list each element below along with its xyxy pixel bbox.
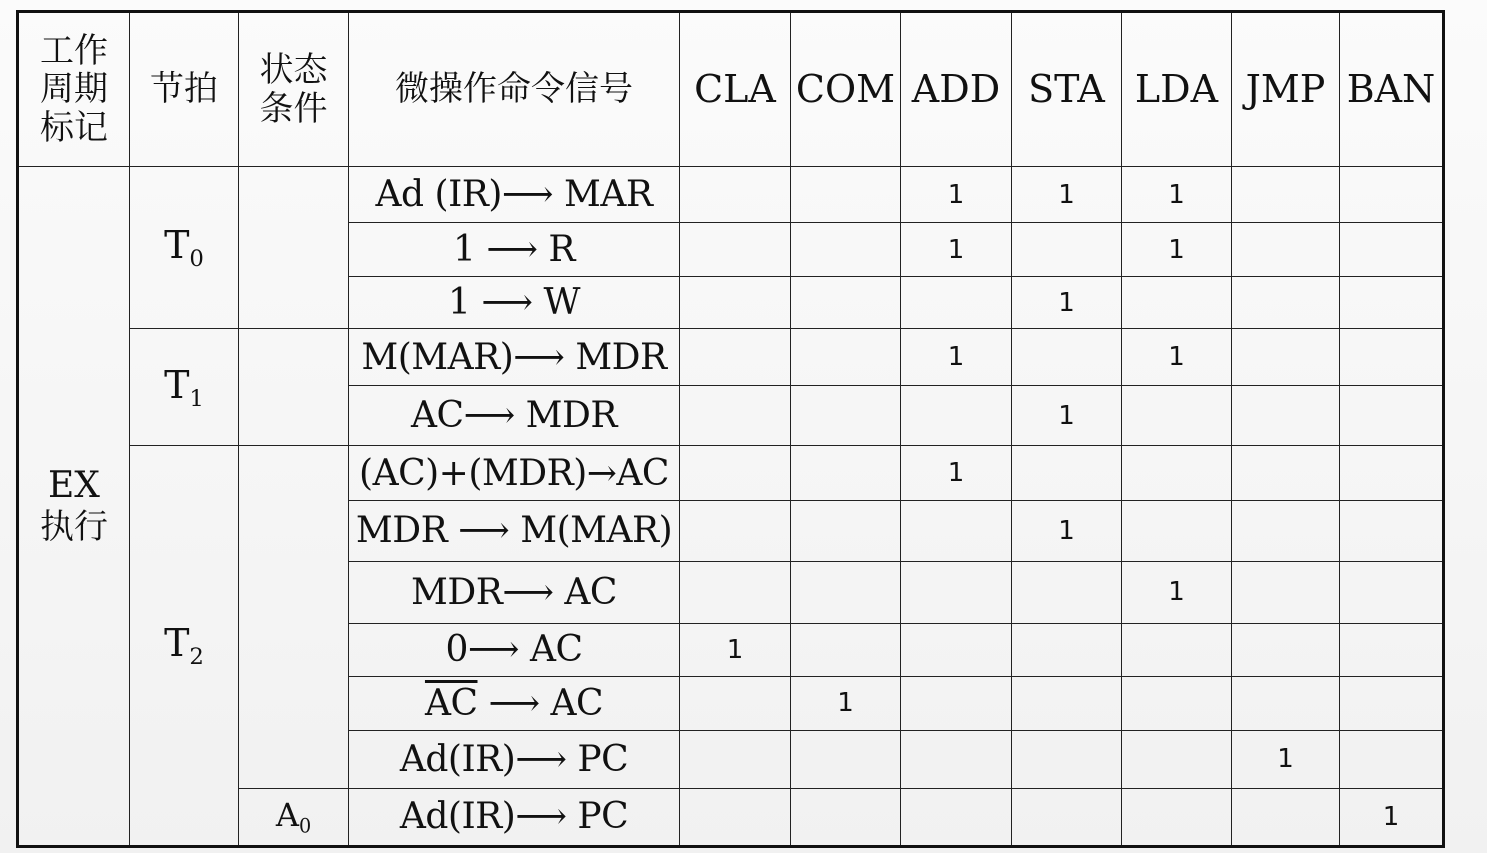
micro-op-text: 0⟶ AC (445, 629, 583, 671)
mark-cell-jmp (1232, 329, 1340, 386)
mark-cell-add: 1 (901, 329, 1012, 386)
mark-cell-cla (680, 788, 791, 846)
mark-cell-sta (1012, 223, 1122, 277)
mark-cell-com (791, 623, 901, 676)
header-jmp: JMP (1232, 12, 1340, 167)
mark-cell-add (901, 788, 1012, 846)
mark-cell-com (791, 277, 901, 329)
mark-cell-lda: 1 (1122, 329, 1232, 386)
micro-op-signal (349, 329, 680, 386)
mark-cell-jmp (1232, 277, 1340, 329)
beat-sub: 2 (189, 644, 204, 671)
mark-cell-cla (680, 223, 791, 277)
mark-cell-sta (1012, 329, 1122, 386)
header-lda: LDA (1122, 12, 1232, 167)
mark-cell-jmp (1232, 223, 1340, 277)
table-row (18, 167, 1444, 223)
micro-op-signal (349, 167, 680, 223)
mark-cell-add: 1 (901, 167, 1012, 223)
mark-cell-ban (1340, 329, 1444, 386)
micro-op-text: (AC)+(MDR)→AC (359, 452, 669, 494)
mark-cell-jmp (1232, 446, 1340, 501)
mark-cell-cla (680, 167, 791, 223)
mark-cell-jmp: 1 (1232, 730, 1340, 788)
mark-cell-sta (1012, 623, 1122, 676)
beat-base: T (164, 621, 190, 666)
beat-base: T (164, 362, 190, 407)
micro-op-signal (349, 223, 680, 277)
micro-op-signal (349, 788, 680, 846)
mark-cell-com (791, 788, 901, 846)
micro-op-signal (349, 676, 680, 730)
mark-cell-jmp (1232, 623, 1340, 676)
mark-cell-sta: 1 (1012, 277, 1122, 329)
condition-sub: 0 (298, 814, 312, 838)
mark-cell-lda: 1 (1122, 167, 1232, 223)
mark-cell-lda (1122, 676, 1232, 730)
mark-cell-lda: 1 (1122, 561, 1232, 623)
condition-cell-empty (239, 167, 349, 329)
condition-base: A (275, 796, 299, 835)
mark-cell-com (791, 167, 901, 223)
micro-operation-table (16, 10, 1445, 848)
micro-op-signal (349, 277, 680, 329)
micro-op-text: MDR ⟶ M(MAR) (355, 510, 673, 552)
mark-cell-sta (1012, 676, 1122, 730)
mark-cell-add (901, 561, 1012, 623)
mark-cell-sta (1012, 788, 1122, 846)
mark-cell-ban (1340, 730, 1444, 788)
mark-cell-lda (1122, 277, 1232, 329)
mark-cell-cla (680, 446, 791, 501)
mark-cell-add (901, 386, 1012, 446)
mark-cell-ban (1340, 501, 1444, 561)
micro-op-text: AC⟶ MDR (411, 395, 617, 437)
table-row (18, 446, 1444, 501)
condition-cell-empty (239, 329, 349, 446)
mark-cell-com (791, 561, 901, 623)
header-add: ADD (901, 12, 1012, 167)
beat-cell-t2 (130, 446, 239, 847)
mark-cell-cla (680, 730, 791, 788)
mark-cell-sta (1012, 730, 1122, 788)
mark-cell-cla (680, 386, 791, 446)
header-signal: 微操作命令信号 (349, 12, 680, 167)
header-period (18, 12, 130, 167)
header-condition (239, 12, 349, 167)
mark-cell-ban (1340, 223, 1444, 277)
mark-cell-lda (1122, 446, 1232, 501)
table-row (18, 329, 1444, 386)
micro-op-text: Ad(IR)⟶ PC (399, 738, 629, 780)
mark-cell-lda (1122, 623, 1232, 676)
header-com: COM (791, 12, 901, 167)
condition-cell-empty (239, 446, 349, 788)
mark-cell-com (791, 329, 901, 386)
mark-cell-sta: 1 (1012, 386, 1122, 446)
mark-cell-add (901, 676, 1012, 730)
mark-cell-ban (1340, 277, 1444, 329)
mark-cell-jmp (1232, 386, 1340, 446)
mark-cell-cla (680, 501, 791, 561)
mark-cell-lda (1122, 730, 1232, 788)
micro-op-signal (349, 446, 680, 501)
period-cell (18, 167, 130, 847)
header-ban: BAN (1340, 12, 1444, 167)
mark-cell-add (901, 623, 1012, 676)
table-body (18, 167, 1444, 847)
mark-cell-cla (680, 329, 791, 386)
header-condition-text: 状态条件 (259, 50, 328, 129)
beat-sub: 1 (189, 385, 204, 412)
period-code: EX (48, 465, 100, 506)
micro-op-text: Ad (IR)⟶ MAR (375, 174, 653, 216)
mark-cell-sta: 1 (1012, 167, 1122, 223)
mark-cell-com (791, 223, 901, 277)
mark-cell-ban (1340, 446, 1444, 501)
mark-cell-jmp (1232, 676, 1340, 730)
mark-cell-ban (1340, 561, 1444, 623)
beat-sub: 0 (189, 246, 204, 273)
micro-op-text: MDR⟶ AC (411, 571, 617, 613)
mark-cell-com (791, 730, 901, 788)
micro-op-text: Ad(IR)⟶ PC (399, 796, 629, 838)
mark-cell-lda (1122, 386, 1232, 446)
mark-cell-sta: 1 (1012, 501, 1122, 561)
condition-cell-a0 (239, 788, 349, 846)
mark-cell-lda (1122, 501, 1232, 561)
micro-op-text: 1 ⟶ R (452, 229, 575, 271)
mark-cell-jmp (1232, 788, 1340, 846)
micro-op-signal (349, 561, 680, 623)
micro-op-signal (349, 501, 680, 561)
header-cla: CLA (680, 12, 791, 167)
micro-op-text: M(MAR)⟶ MDR (361, 336, 667, 378)
mark-cell-lda (1122, 788, 1232, 846)
header-beat: 节拍 (130, 12, 239, 167)
header-sta: STA (1012, 12, 1122, 167)
period-name: 执行 (40, 507, 108, 548)
mark-cell-ban (1340, 386, 1444, 446)
mark-cell-add (901, 277, 1012, 329)
micro-op-negated: $\overline{AC}$ (424, 682, 478, 724)
mark-cell-ban (1340, 167, 1444, 223)
header-period-text: 工作周期标记 (40, 31, 108, 148)
micro-op-signal (349, 386, 680, 446)
mark-cell-cla (680, 676, 791, 730)
beat-base: T (164, 223, 190, 268)
mark-cell-add (901, 730, 1012, 788)
mark-cell-cla: 1 (680, 623, 791, 676)
mark-cell-ban: 1 (1340, 788, 1444, 846)
mark-cell-lda: 1 (1122, 223, 1232, 277)
micro-op-text: 1 ⟶ W (448, 282, 580, 324)
mark-cell-sta (1012, 561, 1122, 623)
mark-cell-com (791, 386, 901, 446)
mark-cell-com (791, 501, 901, 561)
mark-cell-sta (1012, 446, 1122, 501)
mark-cell-com (791, 446, 901, 501)
micro-op-text: ⟶ AC (477, 682, 604, 724)
beat-cell-t1 (130, 329, 239, 446)
mark-cell-com: 1 (791, 676, 901, 730)
mark-cell-ban (1340, 623, 1444, 676)
micro-op-signal (349, 623, 680, 676)
mark-cell-jmp (1232, 561, 1340, 623)
mark-cell-add (901, 501, 1012, 561)
mark-cell-jmp (1232, 167, 1340, 223)
beat-cell-t0 (130, 167, 239, 329)
mark-cell-cla (680, 561, 791, 623)
mark-cell-ban (1340, 676, 1444, 730)
mark-cell-cla (680, 277, 791, 329)
micro-op-signal (349, 730, 680, 788)
mark-cell-add: 1 (901, 223, 1012, 277)
mark-cell-jmp (1232, 501, 1340, 561)
mark-cell-add: 1 (901, 446, 1012, 501)
